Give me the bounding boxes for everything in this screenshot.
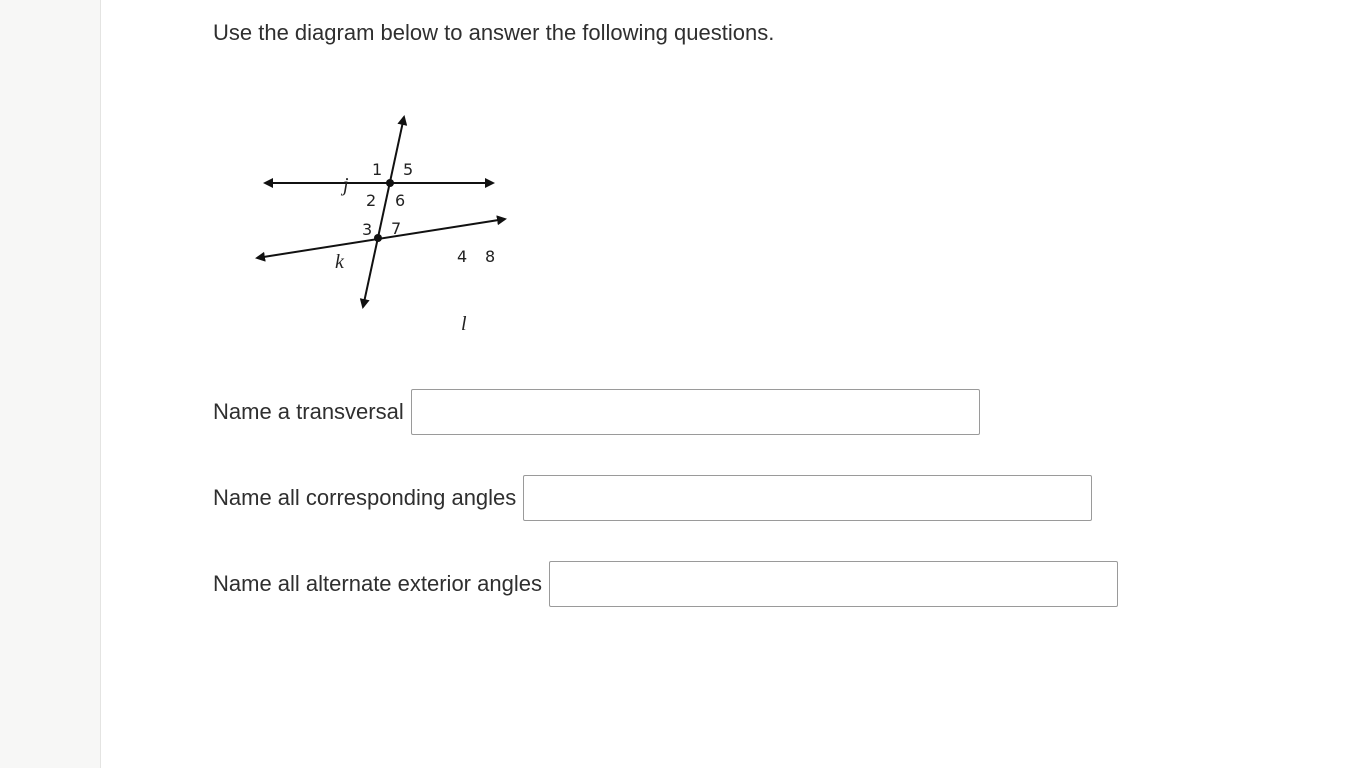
angle-label-4: 4 (457, 247, 468, 266)
angle-label-7: 7 (391, 219, 402, 238)
angle-label-2: 2 (366, 191, 377, 210)
alternate-exterior-angles-answer-input[interactable] (549, 561, 1118, 607)
intersection-point-jl (386, 179, 394, 187)
angle-label-8: 8 (485, 247, 496, 266)
line-label-k: k (335, 251, 344, 273)
question-panel (101, 0, 1366, 768)
corresponding-angles-answer-input[interactable] (523, 475, 1092, 521)
transversal-diagram (229, 108, 519, 340)
line-label-l: l (461, 313, 467, 335)
angle-label-5: 5 (403, 160, 414, 179)
question-transversal (213, 389, 980, 435)
angle-label-6: 6 (395, 191, 406, 210)
line-label-j: j (343, 174, 349, 196)
question-alternate-exterior-angles (213, 561, 1118, 607)
question-label: Name all corresponding angles (213, 485, 517, 510)
question-label: Name a transversal (213, 399, 404, 424)
intersection-point-kl (374, 234, 382, 242)
transversal-answer-input[interactable] (411, 389, 980, 435)
angle-label-3: 3 (362, 220, 373, 239)
line-l (363, 117, 404, 307)
instructions-text: Use the diagram below to answer the following questions. (213, 20, 775, 45)
question-corresponding-angles (213, 475, 1092, 521)
left-gutter (0, 0, 101, 768)
angle-label-1: 1 (372, 160, 383, 179)
question-label: Name all alternate exterior angles (213, 571, 542, 596)
